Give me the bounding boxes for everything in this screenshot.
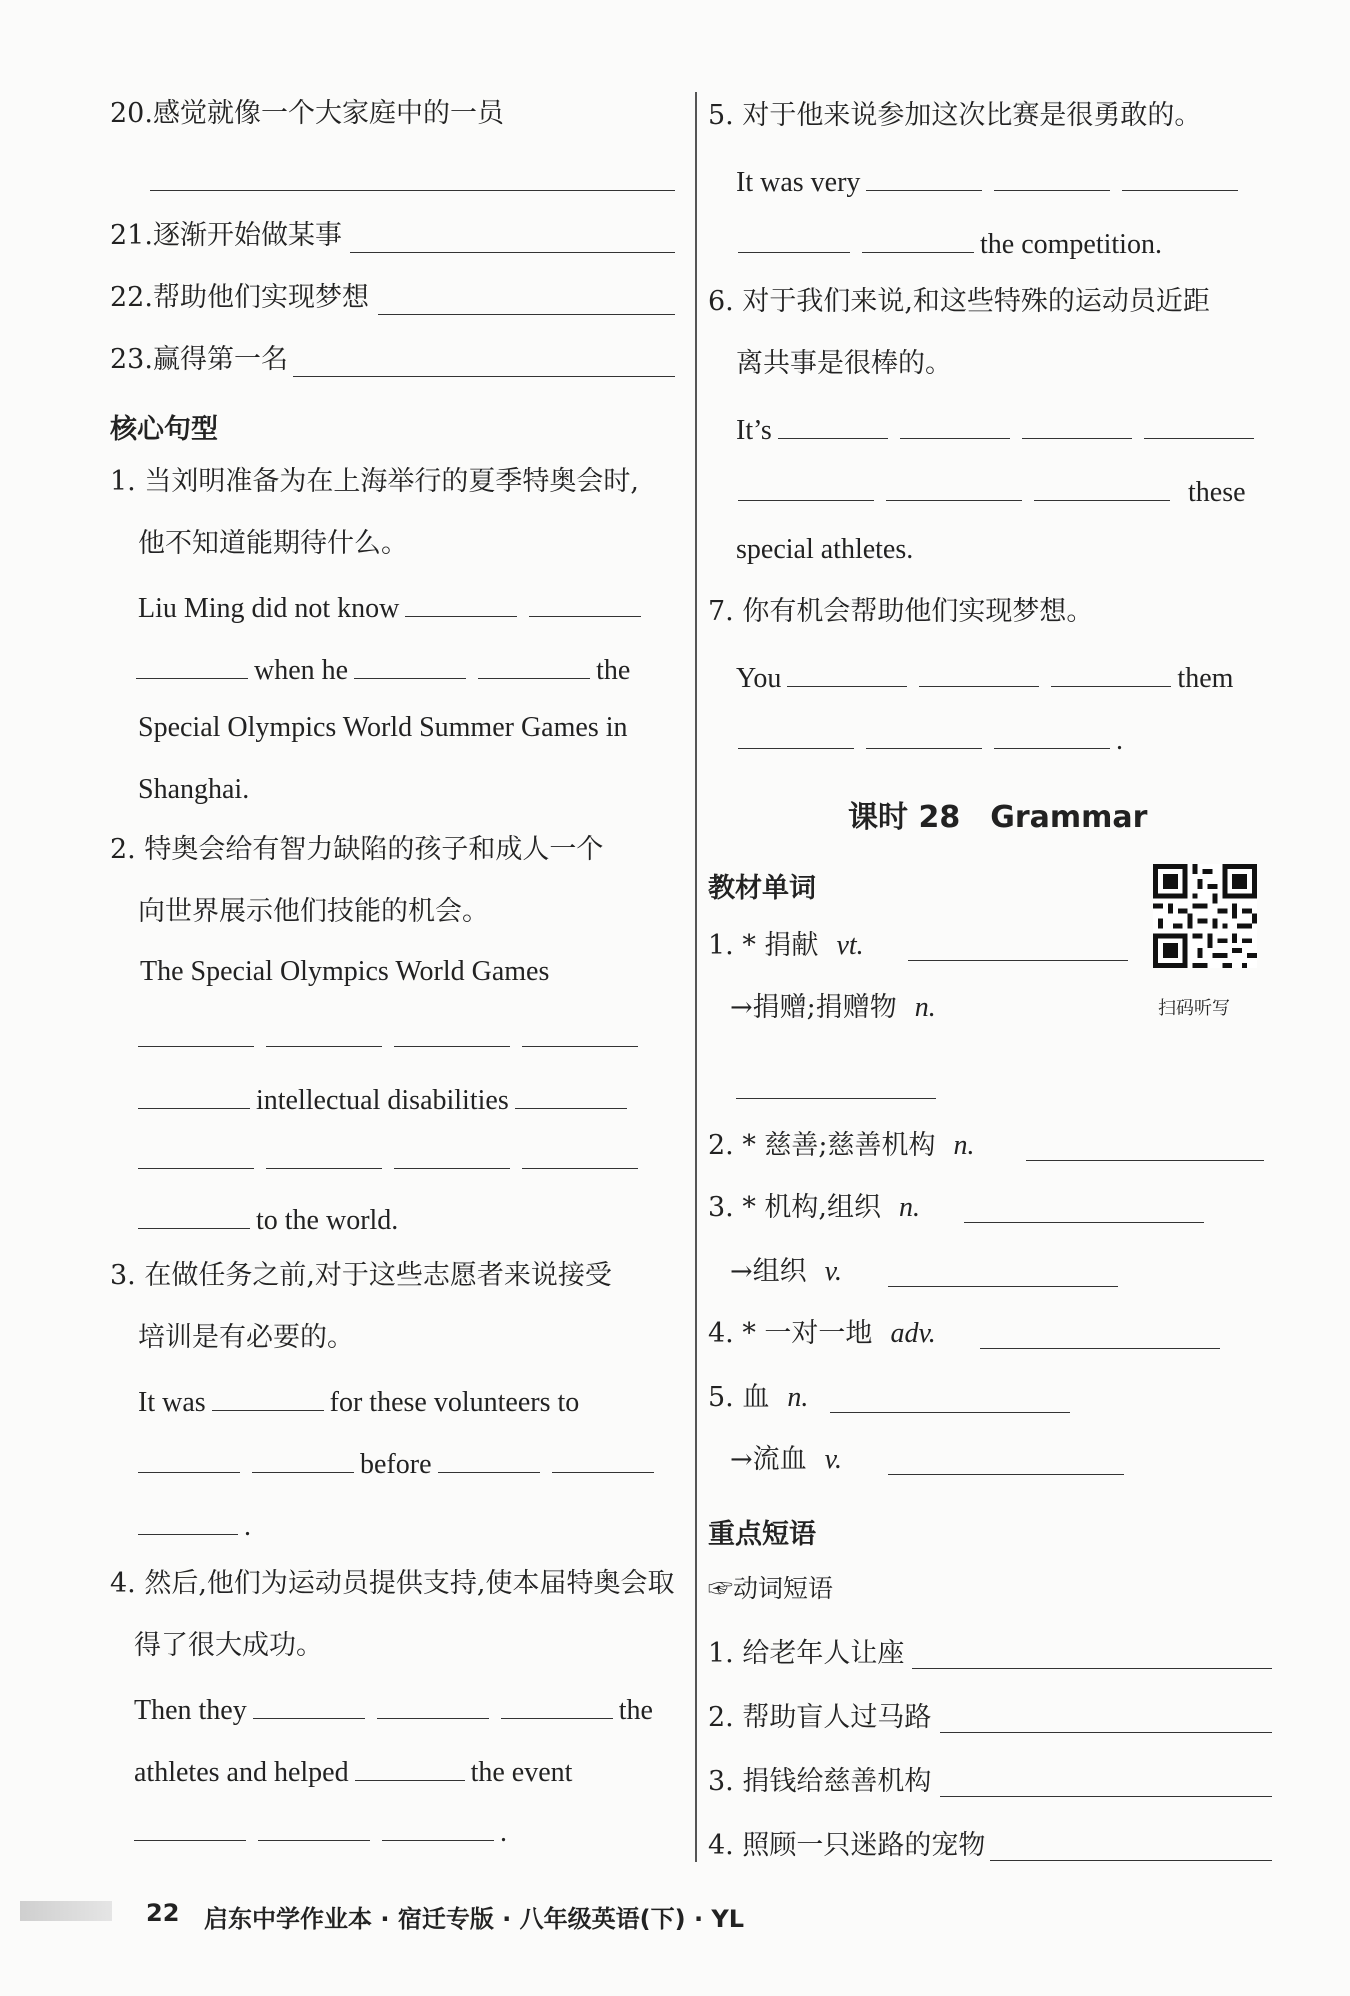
vocab-3b-answer[interactable]: [888, 1286, 1118, 1287]
item-23: 23.赢得第一名: [110, 344, 288, 375]
q7-en-line2: .: [732, 722, 1123, 755]
blank[interactable]: [994, 164, 1110, 191]
blank[interactable]: [738, 226, 850, 253]
q5-en-line1: It was very: [736, 164, 1244, 197]
blank[interactable]: [138, 1446, 240, 1473]
item-21: 21.逐渐开始做某事: [110, 220, 342, 251]
lesson-title: 课时 28 Grammar: [848, 800, 1148, 835]
vocab-2: 2. * 慈善;慈善机构 n.: [708, 1130, 975, 1161]
blank[interactable]: [382, 1814, 494, 1841]
blank[interactable]: [138, 1020, 254, 1047]
vocab-4-answer[interactable]: [980, 1348, 1220, 1349]
q1-en-line1: Liu Ming did not know: [138, 590, 647, 623]
phrase-4-answer[interactable]: [990, 1860, 1272, 1861]
q6-en-line2: these: [732, 474, 1246, 507]
q3-en-line1: It was for these volunteers to: [138, 1384, 579, 1417]
q4-en-line2: athletes and helped the event: [134, 1754, 572, 1787]
vocab-1-answer[interactable]: [908, 960, 1128, 961]
phrase-3-answer[interactable]: [940, 1796, 1272, 1797]
blank[interactable]: [438, 1446, 540, 1473]
answer-line-21[interactable]: [350, 252, 675, 253]
vocab-3b: →组织 v.: [730, 1256, 842, 1287]
blank[interactable]: [778, 412, 888, 439]
section-title-vocab: 教材单词: [708, 873, 816, 904]
blank[interactable]: [138, 1508, 238, 1535]
phrase-1-answer[interactable]: [912, 1668, 1272, 1669]
blank[interactable]: [1051, 660, 1171, 687]
q2-cn-line2: 向世界展示他们技能的机会。: [138, 896, 489, 927]
answer-line-23[interactable]: [293, 376, 675, 377]
qr-code-icon[interactable]: [1153, 864, 1257, 968]
q6-cn-line2: 离共事是很棒的。: [736, 348, 952, 379]
blank[interactable]: [138, 1082, 250, 1109]
q2-en-line5: to the world.: [132, 1202, 398, 1235]
blank[interactable]: [787, 660, 907, 687]
blank[interactable]: [355, 1754, 465, 1781]
q3-en-line2: before: [132, 1446, 660, 1479]
q4-en-line3: .: [128, 1814, 507, 1847]
column-divider: [695, 92, 697, 1862]
q3-cn-line2: 培训是有必要的。: [138, 1322, 354, 1353]
answer-line-22[interactable]: [378, 314, 675, 315]
blank[interactable]: [266, 1020, 382, 1047]
q2-en-line1: The Special Olympics World Games: [140, 956, 550, 987]
q1-cn-line2: 他不知道能期待什么。: [138, 528, 408, 559]
blank[interactable]: [919, 660, 1039, 687]
q6-en-line3: special athletes.: [736, 534, 914, 565]
blank[interactable]: [212, 1384, 324, 1411]
section-title-phrases: 重点短语: [708, 1519, 816, 1550]
blank[interactable]: [866, 164, 982, 191]
blank[interactable]: [515, 1082, 627, 1109]
page-footer: [0, 1893, 1350, 1933]
blank[interactable]: [1022, 412, 1132, 439]
blank[interactable]: [405, 590, 517, 617]
blank[interactable]: [478, 652, 590, 679]
phrase-2: 2. 帮助盲人过马路: [708, 1702, 932, 1733]
vocab-5b: →流血 v.: [730, 1444, 842, 1475]
q4-cn-line2: 得了很大成功。: [134, 1630, 323, 1661]
blank[interactable]: [522, 1142, 638, 1169]
blank[interactable]: [258, 1814, 370, 1841]
blank[interactable]: [134, 1814, 246, 1841]
vocab-5b-answer[interactable]: [888, 1474, 1124, 1475]
blank[interactable]: [994, 722, 1110, 749]
footer-decoration: [20, 1901, 112, 1921]
q6-cn-line1: 6. 对于我们来说,和这些特殊的运动员近距: [708, 286, 1210, 317]
phrase-1: 1. 给老年人让座: [708, 1638, 905, 1669]
blank[interactable]: [394, 1020, 510, 1047]
q2-en-line4: [132, 1142, 644, 1175]
q5-cn: 5. 对于他来说参加这次比赛是很勇敢的。: [708, 100, 1202, 131]
blank[interactable]: [394, 1142, 510, 1169]
blank[interactable]: [738, 722, 854, 749]
phrase-2-answer[interactable]: [940, 1732, 1272, 1733]
q6-en-line1: It’s: [736, 412, 1260, 445]
blank[interactable]: [354, 652, 466, 679]
q1-en-line4: Shanghai.: [138, 774, 250, 805]
blank[interactable]: [522, 1020, 638, 1047]
q2-en-line3: intellectual disabilities: [132, 1082, 633, 1115]
blank[interactable]: [266, 1142, 382, 1169]
vocab-2-answer[interactable]: [1026, 1160, 1264, 1161]
vocab-1: 1. * 捐献 vt.: [708, 930, 864, 961]
vocab-5: 5. 血 n.: [708, 1382, 809, 1413]
q4-cn-line1: 4. 然后,他们为运动员提供支持,使本届特奥会取: [110, 1568, 675, 1599]
page-number: 22: [146, 1899, 180, 1927]
phrase-4: 4. 照顾一只迷路的宠物: [708, 1830, 986, 1861]
qr-caption: 扫码听写: [1158, 998, 1230, 1019]
blank[interactable]: [253, 1692, 365, 1719]
vocab-3-answer[interactable]: [964, 1222, 1204, 1223]
item-20: 20.感觉就像一个大家庭中的一员: [110, 98, 504, 129]
vocab-1b-answer[interactable]: [736, 1098, 936, 1099]
blank[interactable]: [138, 1202, 250, 1229]
answer-line-20[interactable]: [150, 190, 675, 191]
q1-en-line2: when he the: [130, 652, 630, 685]
blank[interactable]: [529, 590, 641, 617]
blank[interactable]: [136, 652, 248, 679]
blank[interactable]: [866, 722, 982, 749]
blank[interactable]: [1122, 164, 1238, 191]
phrase-subtitle: ☞动词短语: [708, 1574, 834, 1603]
blank[interactable]: [138, 1142, 254, 1169]
q5-en-line2: the competition.: [732, 226, 1162, 259]
item-22: 22.帮助他们实现梦想: [110, 282, 369, 313]
blank[interactable]: [1034, 474, 1170, 501]
blank[interactable]: [552, 1446, 654, 1473]
book-title: 启东中学作业本 · 宿迁专版 · 八年级英语(下) · YL: [204, 1905, 745, 1933]
blank[interactable]: [1144, 412, 1254, 439]
blank[interactable]: [886, 474, 1022, 501]
blank[interactable]: [862, 226, 974, 253]
q4-en-line1: Then they the: [134, 1692, 653, 1725]
blank[interactable]: [501, 1692, 613, 1719]
blank[interactable]: [738, 474, 874, 501]
vocab-5-answer[interactable]: [830, 1412, 1070, 1413]
vocab-4: 4. * 一对一地 adv.: [708, 1318, 936, 1349]
q2-cn-line1: 2. 特奥会给有智力缺陷的孩子和成人一个: [110, 834, 604, 865]
blank[interactable]: [900, 412, 1010, 439]
q7-cn: 7. 你有机会帮助他们实现梦想。: [708, 596, 1094, 627]
q3-en-line3: .: [132, 1508, 251, 1541]
vocab-1b: →捐赠;捐赠物 n.: [730, 992, 936, 1023]
blank[interactable]: [377, 1692, 489, 1719]
phrase-3: 3. 捐钱给慈善机构: [708, 1766, 932, 1797]
section-title-core-sentences: 核心句型: [110, 414, 218, 445]
q2-en-line2: [132, 1020, 644, 1053]
q1-en-line3: Special Olympics World Summer Games in: [138, 712, 628, 743]
q1-cn-line1: 1. 当刘明准备为在上海举行的夏季特奥会时,: [110, 466, 639, 497]
q7-en-line1: You them: [736, 660, 1233, 693]
q3-cn-line1: 3. 在做任务之前,对于这些志愿者来说接受: [110, 1260, 612, 1291]
vocab-3: 3. * 机构,组织 n.: [708, 1192, 921, 1223]
blank[interactable]: [252, 1446, 354, 1473]
